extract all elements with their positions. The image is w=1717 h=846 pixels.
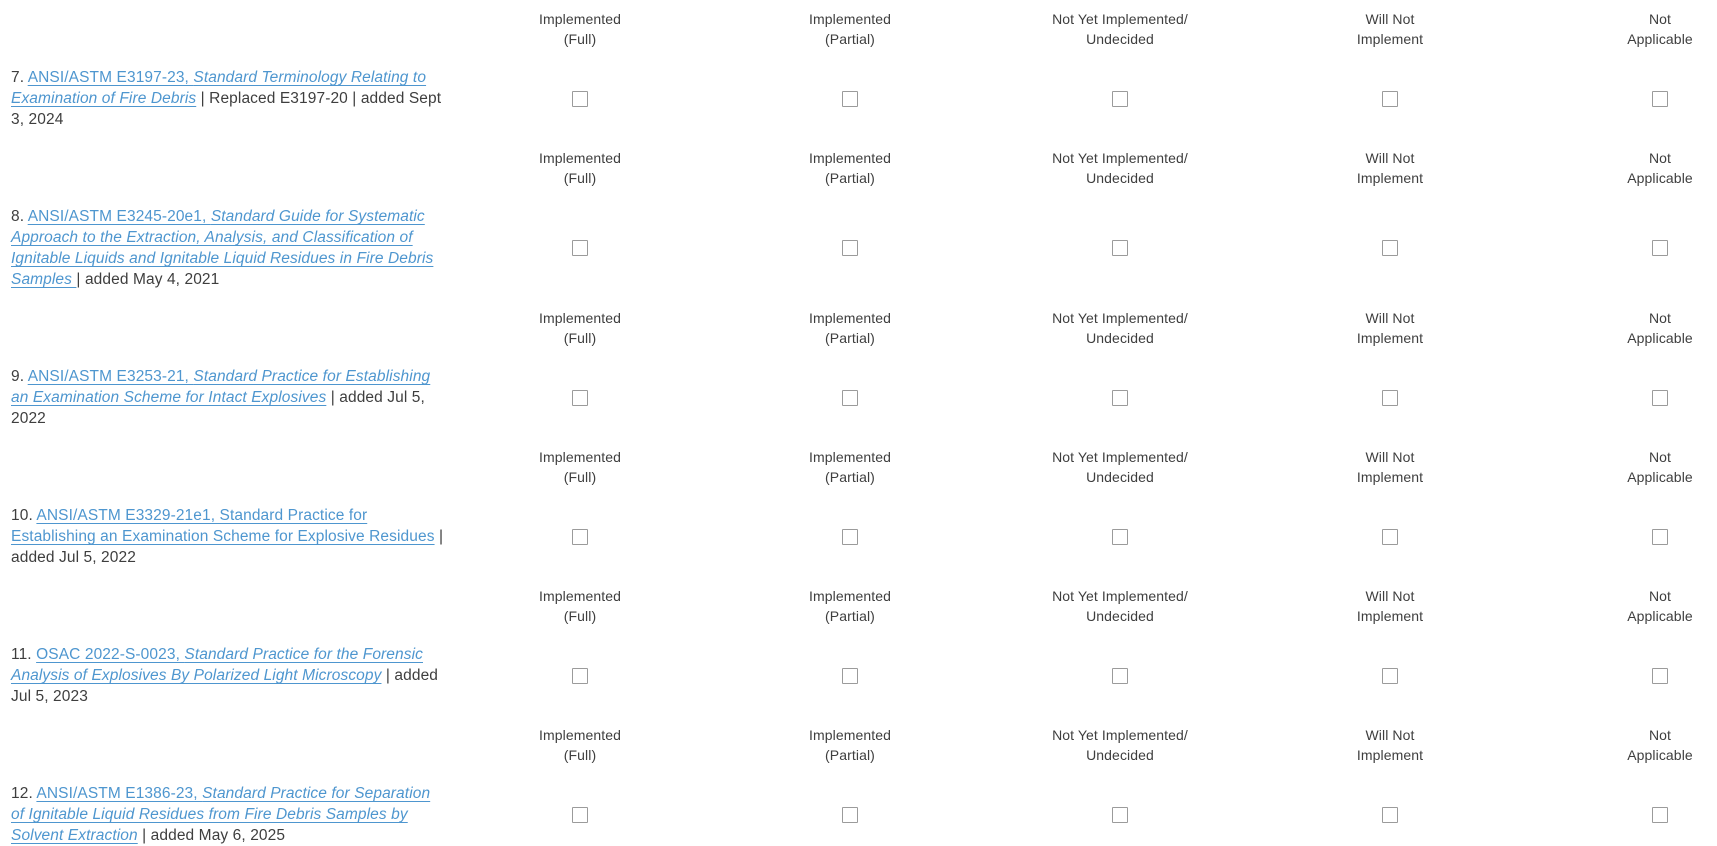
column-header-line: Applicable xyxy=(1627,31,1693,47)
checkbox-cell xyxy=(1525,505,1717,568)
header-spacer xyxy=(11,148,445,188)
checkbox-cell xyxy=(445,366,715,429)
checkbox-implemented-partial[interactable] xyxy=(842,668,858,684)
column-header-row xyxy=(11,725,1717,765)
checkbox-cell xyxy=(1255,644,1525,707)
question-text xyxy=(11,505,445,568)
question-row xyxy=(11,644,1717,707)
column-header-line: Implemented xyxy=(808,727,892,743)
column-header-row xyxy=(11,148,1717,188)
standard-link-code: ANSI/ASTM E3245-20e1, xyxy=(27,208,211,225)
question-number: 11. xyxy=(11,646,37,663)
column-header-line: Not xyxy=(1648,727,1672,743)
checkbox-cell xyxy=(1525,206,1717,290)
checkbox-cell xyxy=(715,783,985,846)
standard-link-code: OSAC 2022-S-0023, xyxy=(36,646,185,663)
standard-link[interactable] xyxy=(11,507,435,545)
column-header-line: (Full) xyxy=(563,747,597,763)
column-header-will-not-implement xyxy=(1255,9,1525,49)
checkbox-not-yet-implemented[interactable] xyxy=(1112,529,1128,545)
column-header-line: Not xyxy=(1648,150,1672,166)
column-header-line: Implemented xyxy=(538,150,622,166)
checkbox-cell xyxy=(715,67,985,130)
column-header-row xyxy=(11,586,1717,626)
standard-link-code: ANSI/ASTM E1386-23, xyxy=(36,785,203,802)
column-header-not-applicable xyxy=(1525,148,1717,188)
column-header-row xyxy=(11,308,1717,348)
checkbox-not-applicable[interactable] xyxy=(1652,390,1668,406)
column-header-line: Not Yet Implemented/ xyxy=(1052,588,1188,604)
question-block xyxy=(11,308,1717,429)
standard-link-title: Standard Guide for Systematic Approach to the Extraction, Analysis, and Classification of Ignitable Liquids and Ignitable Liquid Residues in Fire Debris Samples xyxy=(11,208,434,288)
checkbox-not-yet-implemented[interactable] xyxy=(1112,240,1128,256)
question-row xyxy=(11,206,1717,290)
column-header-line: (Full) xyxy=(563,31,597,47)
checkbox-not-yet-implemented[interactable] xyxy=(1112,668,1128,684)
checkbox-will-not-implement[interactable] xyxy=(1382,529,1398,545)
checkbox-implemented-partial[interactable] xyxy=(842,240,858,256)
column-header-line: Will Not xyxy=(1365,449,1415,465)
checkbox-will-not-implement[interactable] xyxy=(1382,807,1398,823)
column-header-implemented-full xyxy=(445,308,715,348)
checkbox-will-not-implement[interactable] xyxy=(1382,668,1398,684)
checkbox-implemented-partial[interactable] xyxy=(842,807,858,823)
column-header-line: Implemented xyxy=(808,449,892,465)
question-suffix: | added Jul 5, 2022 xyxy=(11,528,444,566)
checkbox-cell xyxy=(715,366,985,429)
column-header-line: Implemented xyxy=(538,727,622,743)
question-block xyxy=(11,9,1717,130)
column-header-line: (Partial) xyxy=(825,747,875,763)
column-header-line: Not xyxy=(1648,310,1672,326)
question-block xyxy=(11,447,1717,568)
column-header-line: Will Not xyxy=(1365,11,1415,27)
checkbox-cell xyxy=(445,783,715,846)
column-header-line: (Partial) xyxy=(825,608,875,624)
checkbox-cell xyxy=(985,783,1255,846)
question-number: 8. xyxy=(11,208,28,225)
checkbox-cell xyxy=(1255,67,1525,130)
column-header-line: Not xyxy=(1648,449,1672,465)
column-header-will-not-implement xyxy=(1255,725,1525,765)
column-header-line: Implemented xyxy=(538,449,622,465)
checkbox-implemented-partial[interactable] xyxy=(842,529,858,545)
column-header-line: (Partial) xyxy=(825,469,875,485)
column-header-line: Will Not xyxy=(1365,150,1415,166)
column-header-will-not-implement xyxy=(1255,586,1525,626)
standard-link-title: Standard Practice for Separation of Ignitable Liquid Residues from Fire Debris Samples by Solvent Extraction xyxy=(11,785,431,844)
column-header-line: (Full) xyxy=(563,469,597,485)
column-header-line: Implement xyxy=(1356,31,1424,47)
question-text xyxy=(11,67,445,130)
column-header-line: Implement xyxy=(1356,170,1424,186)
column-header-line: Not Yet Implemented/ xyxy=(1052,150,1188,166)
column-header-line: Undecided xyxy=(1086,31,1154,47)
column-header-line: Not Yet Implemented/ xyxy=(1052,449,1188,465)
checkbox-implemented-partial[interactable] xyxy=(842,390,858,406)
checkbox-implemented-full[interactable] xyxy=(572,91,588,107)
column-header-line: Implemented xyxy=(808,11,892,27)
question-text xyxy=(11,366,445,429)
checkbox-cell xyxy=(715,505,985,568)
header-spacer xyxy=(11,447,445,487)
column-header-line: Will Not xyxy=(1365,310,1415,326)
column-header-will-not-implement xyxy=(1255,308,1525,348)
checkbox-cell xyxy=(1255,206,1525,290)
column-header-not-yet-implemented xyxy=(985,725,1255,765)
question-suffix: | added Jul 5, 2023 xyxy=(11,667,439,705)
column-header-line: Not Yet Implemented/ xyxy=(1052,11,1188,27)
checkbox-cell xyxy=(985,206,1255,290)
question-suffix: | Replaced E3197-20 | added Sept 3, 2024 xyxy=(11,90,442,128)
column-header-line: Undecided xyxy=(1086,469,1154,485)
checkbox-cell xyxy=(985,505,1255,568)
column-header-not-applicable xyxy=(1525,308,1717,348)
question-text xyxy=(11,206,445,290)
question-row xyxy=(11,366,1717,429)
checkbox-cell xyxy=(1255,783,1525,846)
checkbox-cell xyxy=(1525,67,1717,130)
column-header-line: Not xyxy=(1648,588,1672,604)
column-header-line: Undecided xyxy=(1086,608,1154,624)
question-text xyxy=(11,783,445,846)
column-header-line: (Full) xyxy=(563,170,597,186)
question-number: 9. xyxy=(11,368,28,385)
checkbox-cell xyxy=(445,67,715,130)
standard-link[interactable] xyxy=(11,646,423,684)
question-suffix: | added May 6, 2025 xyxy=(137,827,286,844)
column-header-implemented-full xyxy=(445,148,715,188)
column-header-line: Will Not xyxy=(1365,727,1415,743)
checkbox-implemented-full[interactable] xyxy=(572,807,588,823)
checkbox-will-not-implement[interactable] xyxy=(1382,240,1398,256)
question-suffix: | added Jul 5, 2022 xyxy=(11,389,425,427)
checkbox-implemented-full[interactable] xyxy=(572,529,588,545)
checkbox-cell xyxy=(445,644,715,707)
question-block xyxy=(11,148,1717,290)
column-header-line: Implement xyxy=(1356,469,1424,485)
column-header-implemented-full xyxy=(445,9,715,49)
checkbox-not-applicable[interactable] xyxy=(1652,807,1668,823)
checkbox-cell xyxy=(445,505,715,568)
column-header-line: Implement xyxy=(1356,747,1424,763)
column-header-line: Implemented xyxy=(538,310,622,326)
checkbox-cell xyxy=(1255,366,1525,429)
checkbox-cell xyxy=(445,206,715,290)
column-header-line: Implemented xyxy=(808,150,892,166)
column-header-line: (Full) xyxy=(563,330,597,346)
column-header-line: Not Yet Implemented/ xyxy=(1052,727,1188,743)
checkbox-cell xyxy=(1525,783,1717,846)
column-header-implemented-partial xyxy=(715,725,985,765)
question-suffix: | added May 4, 2021 xyxy=(76,271,220,288)
column-header-line: Will Not xyxy=(1365,588,1415,604)
column-header-not-yet-implemented xyxy=(985,447,1255,487)
column-header-row xyxy=(11,9,1717,49)
column-header-line: (Partial) xyxy=(825,330,875,346)
column-header-line: Undecided xyxy=(1086,747,1154,763)
column-header-will-not-implement xyxy=(1255,148,1525,188)
checkbox-not-yet-implemented[interactable] xyxy=(1112,807,1128,823)
column-header-implemented-partial xyxy=(715,447,985,487)
checkbox-implemented-partial[interactable] xyxy=(842,91,858,107)
column-header-will-not-implement xyxy=(1255,447,1525,487)
checkbox-will-not-implement[interactable] xyxy=(1382,390,1398,406)
column-header-implemented-full xyxy=(445,725,715,765)
column-header-line: Not xyxy=(1648,11,1672,27)
column-header-not-yet-implemented xyxy=(985,9,1255,49)
checkbox-cell xyxy=(985,644,1255,707)
question-row xyxy=(11,505,1717,568)
checkbox-implemented-full[interactable] xyxy=(572,668,588,684)
header-spacer xyxy=(11,308,445,348)
checkbox-implemented-full[interactable] xyxy=(572,240,588,256)
checkbox-cell xyxy=(1525,644,1717,707)
standard-link[interactable] xyxy=(11,208,433,288)
checkbox-not-applicable[interactable] xyxy=(1652,240,1668,256)
column-header-line: Not Yet Implemented/ xyxy=(1052,310,1188,326)
column-header-line: Applicable xyxy=(1627,747,1693,763)
column-header-not-applicable xyxy=(1525,725,1717,765)
standard-link-title: Standard Practice for Establishing an Examination Scheme for Intact Explosives xyxy=(11,368,431,406)
column-header-line: Undecided xyxy=(1086,170,1154,186)
column-header-line: (Partial) xyxy=(825,170,875,186)
checkbox-cell xyxy=(1525,366,1717,429)
column-header-line: Applicable xyxy=(1627,170,1693,186)
question-text xyxy=(11,644,445,707)
checkbox-cell xyxy=(1255,505,1525,568)
checkbox-cell xyxy=(985,366,1255,429)
column-header-not-applicable xyxy=(1525,447,1717,487)
column-header-implemented-partial xyxy=(715,586,985,626)
standard-link-title: Standard Terminology Relating to Examination of Fire Debris xyxy=(11,69,427,107)
column-header-line: Undecided xyxy=(1086,330,1154,346)
checkbox-not-applicable[interactable] xyxy=(1652,91,1668,107)
column-header-implemented-partial xyxy=(715,308,985,348)
header-spacer xyxy=(11,725,445,765)
standard-link-code: ANSI/ASTM E3329-21e1, Standard Practice for Establishing an Examination Scheme for Explosive Residues xyxy=(11,507,435,545)
column-header-implemented-full xyxy=(445,447,715,487)
question-number: 10. xyxy=(11,507,37,524)
column-header-implemented-partial xyxy=(715,148,985,188)
column-header-line: (Full) xyxy=(563,608,597,624)
column-header-line: Implemented xyxy=(538,11,622,27)
standard-link-code: ANSI/ASTM E3197-23, xyxy=(27,69,194,86)
header-spacer xyxy=(11,586,445,626)
column-header-line: Applicable xyxy=(1627,608,1693,624)
standard-link-title: Standard Practice for the Forensic Analysis of Explosives By Polarized Light Microscopy xyxy=(11,646,423,684)
column-header-line: Applicable xyxy=(1627,330,1693,346)
column-header-line: Implemented xyxy=(808,588,892,604)
question-row xyxy=(11,67,1717,130)
checkbox-cell xyxy=(715,206,985,290)
checkbox-cell xyxy=(715,644,985,707)
checkbox-not-applicable[interactable] xyxy=(1652,668,1668,684)
header-spacer xyxy=(11,9,445,49)
question-row xyxy=(11,783,1717,846)
column-header-not-yet-implemented xyxy=(985,148,1255,188)
question-block xyxy=(11,586,1717,707)
column-header-line: Implemented xyxy=(808,310,892,326)
column-header-line: Implement xyxy=(1356,330,1424,346)
column-header-line: Implemented xyxy=(538,588,622,604)
checkbox-cell xyxy=(985,67,1255,130)
column-header-line: (Partial) xyxy=(825,31,875,47)
column-header-implemented-full xyxy=(445,586,715,626)
checkbox-implemented-full[interactable] xyxy=(572,390,588,406)
checkbox-not-yet-implemented[interactable] xyxy=(1112,91,1128,107)
column-header-not-applicable xyxy=(1525,586,1717,626)
checkbox-not-applicable[interactable] xyxy=(1652,529,1668,545)
checkbox-will-not-implement[interactable] xyxy=(1382,91,1398,107)
column-header-implemented-partial xyxy=(715,9,985,49)
column-header-line: Applicable xyxy=(1627,469,1693,485)
column-header-not-yet-implemented xyxy=(985,586,1255,626)
column-header-not-yet-implemented xyxy=(985,308,1255,348)
column-header-row xyxy=(11,447,1717,487)
checkbox-not-yet-implemented[interactable] xyxy=(1112,390,1128,406)
question-block xyxy=(11,725,1717,846)
column-header-line: Implement xyxy=(1356,608,1424,624)
question-number: 7. xyxy=(11,69,28,86)
standard-link-code: ANSI/ASTM E3253-21, xyxy=(27,368,194,385)
question-number: 12. xyxy=(11,785,37,802)
column-header-not-applicable xyxy=(1525,9,1717,49)
